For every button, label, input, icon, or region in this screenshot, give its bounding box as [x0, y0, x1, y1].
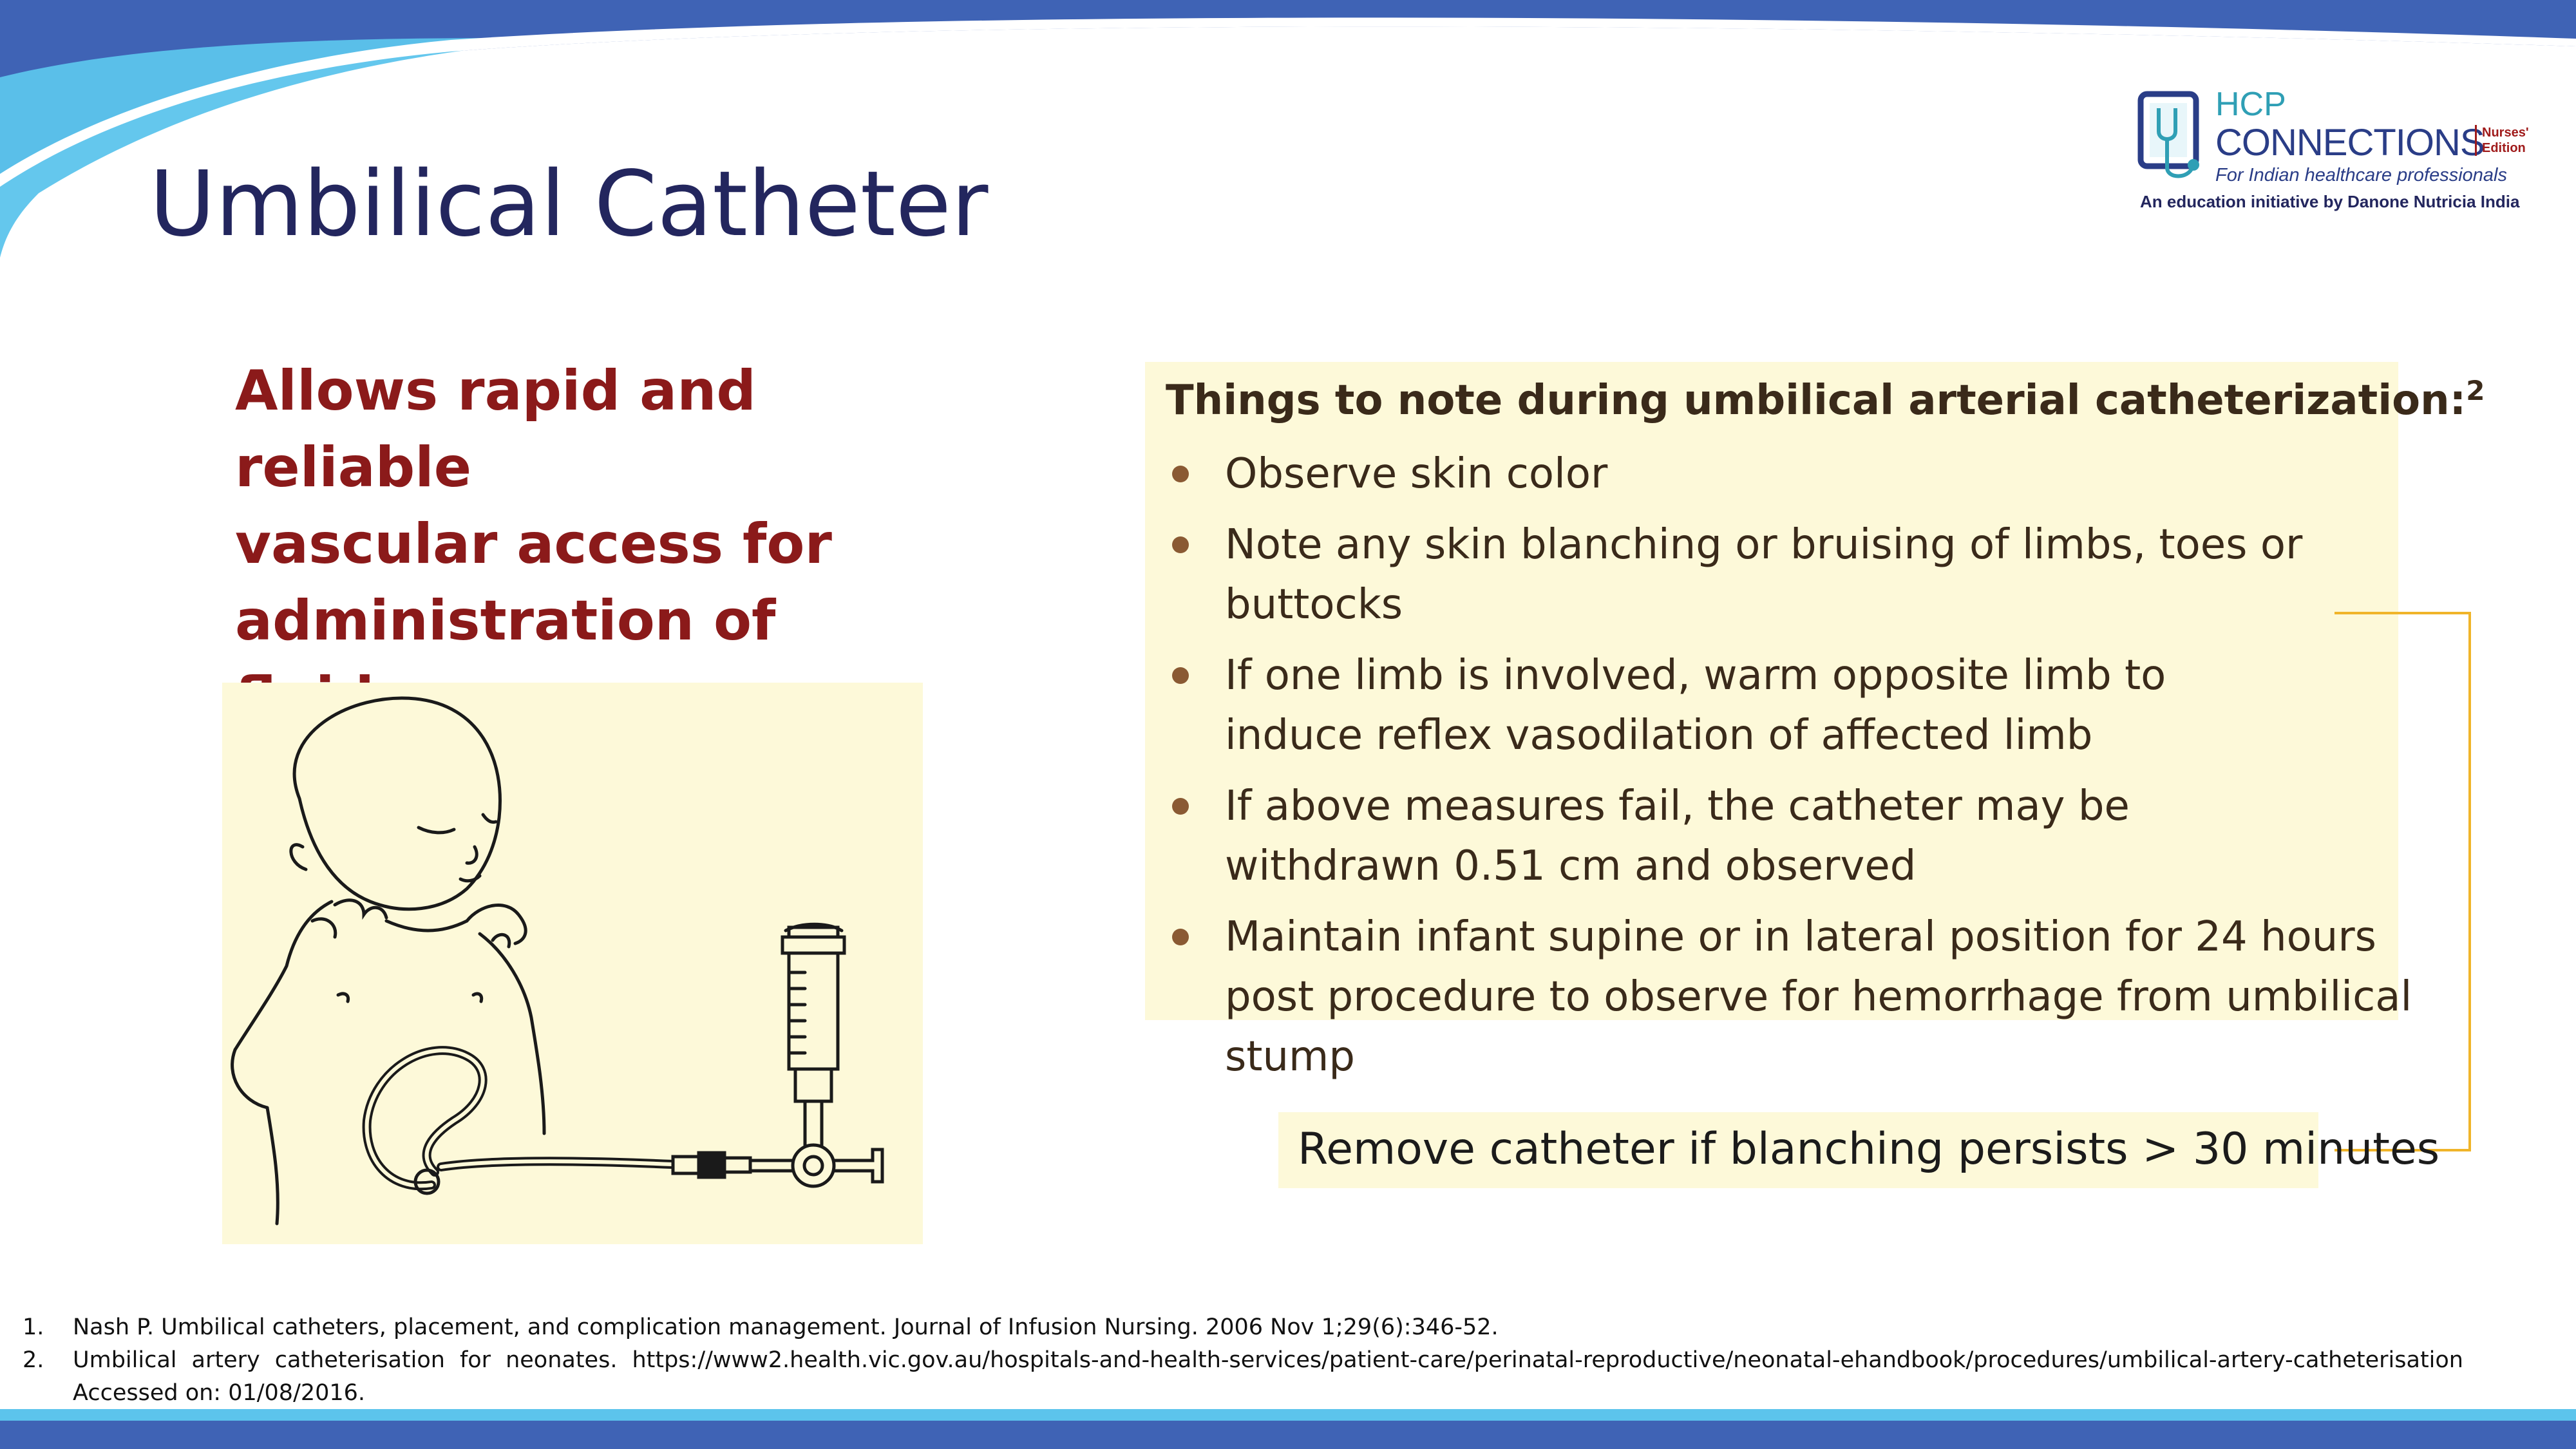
reference-item [23, 1344, 2463, 1410]
reference-text: Nash P. Umbilical catheters, placement, and complication management. Journal of Infusion Nursing. 2006 Nov 1;29(6):346-52. [73, 1314, 1499, 1340]
bullet-icon [1172, 536, 1189, 553]
bullet-icon [1172, 798, 1189, 815]
list-item [1166, 777, 2255, 896]
reference-number: 1. [23, 1314, 44, 1340]
logo-edition-line2: Edition [2482, 141, 2526, 155]
bullet-icon [1172, 667, 1189, 684]
key-statement-line: Allows rapid and reliable [235, 359, 756, 500]
reference-number: 2. [23, 1347, 44, 1373]
reference-accessed: Accessed on: 01/08/2016. [73, 1380, 366, 1406]
notes-list [1166, 444, 2412, 1098]
reference-text: Umbilical artery catheterisation for neonates. https://www2.health.vic.gov.au/hospitals-and-health-services/patient-care/perinatal-reproductive/neonatal-ehandbook/procedures/umbilical-artery-catheterisation [73, 1347, 2463, 1373]
list-item-text: If above measures fail, the catheter may be withdrawn 0.51 cm and observed [1225, 782, 2130, 890]
list-item-text: If one limb is involved, warm opposite limb to induce reflex vasodilation of affected limb [1225, 652, 2166, 759]
page-title: Umbilical Catheter [149, 152, 989, 257]
logo-edition [2475, 125, 2529, 156]
list-item [1166, 646, 2287, 766]
list-item [1166, 907, 2416, 1087]
bullet-icon [1172, 466, 1189, 482]
key-statement-line: administration of [235, 589, 776, 653]
list-item-text: Maintain infant supine or in lateral position for 24 hours post procedure to observe for hemorrhage from umbilical stump [1225, 913, 2412, 1081]
footer-band [0, 1409, 2576, 1449]
logo-edition-line1: Nurses' [2482, 126, 2529, 140]
reference-item [23, 1311, 2463, 1344]
connector-bracket [2334, 605, 2476, 1159]
reference-superscript: 2 [2466, 375, 2485, 406]
list-item [1166, 444, 2389, 504]
tablet-stethoscope-icon [2137, 90, 2208, 187]
list-item-text: Observe skin color [1225, 450, 1608, 498]
logo-initiative: An education initiative by Danone Nutricia India [2140, 192, 2520, 211]
logo-hcp-text: HCP [2215, 86, 2286, 123]
list-item [1166, 515, 2389, 635]
callout-text: Remove catheter if blanching persists > 30 minutes [1298, 1124, 2440, 1175]
references [23, 1311, 2463, 1410]
bullet-icon [1172, 929, 1189, 945]
list-item-text: Note any skin blanching or bruising of limbs, toes or buttocks [1225, 521, 2303, 629]
notes-title-text: Things to note during umbilical arterial catheterization: [1166, 377, 2467, 424]
logo-tagline: For Indian healthcare professionals [2215, 165, 2507, 185]
logo-connections-text: CONNECTIONS [2215, 122, 2485, 164]
key-statement-line: vascular access for [235, 512, 832, 576]
infant-umbilical-catheter-drawing [222, 683, 923, 1244]
notes-title [1166, 377, 2485, 424]
hcp-connections-logo [2137, 84, 2536, 219]
